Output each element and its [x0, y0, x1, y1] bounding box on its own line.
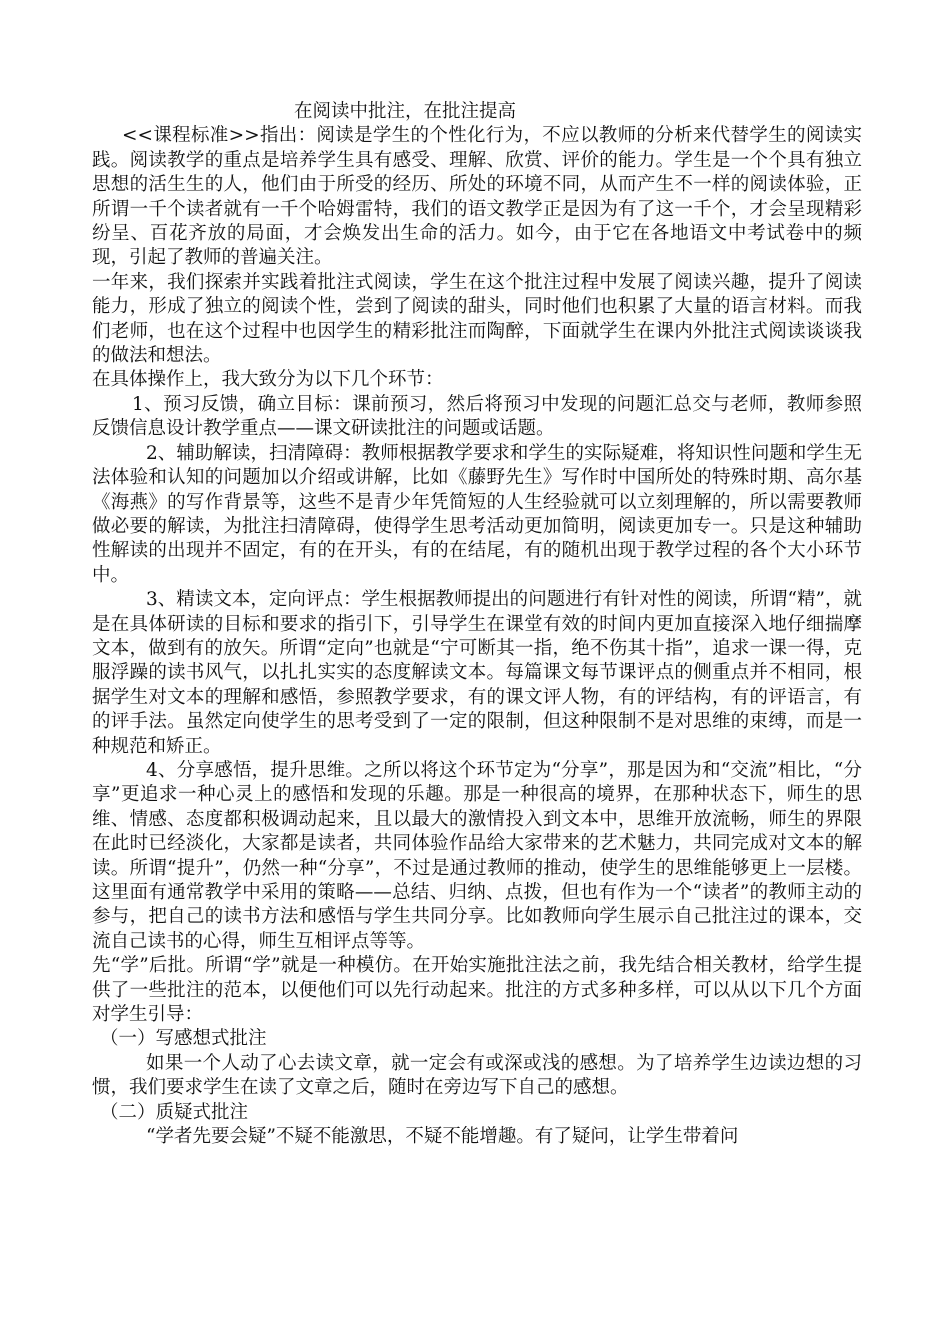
paragraph-step-1: 1、预习反馈，确立目标：课前预习，然后将预习中发现的问题汇总交与老师，教师参照反馈信息设计教学重点——课文研读批注的问题或话题。	[92, 393, 862, 440]
document-page	[92, 100, 862, 1149]
document-title: 在阅读中批注，在批注提高	[294, 101, 517, 122]
paragraph-intro: <<课程标准>>指出：阅读是学生的个性化行为，不应以教师的分析来代替学生的阅读实践。阅读教学的重点是培养学生具有感受、理解、欣赏、评价的能力。学生是一个个具有独立思想的活生生的人，他们由于所受的经历、所处的环境不同，从而产生不一样的阅读体验，正所谓一千个读者就有一千个哈姆雷特，我们的语文教学正是因为有了这一千个，才会呈现精彩纷呈、百花齐放的局面，才会焕发出生命的活力。如今，由于它在各地语文中考试卷中的频现，引起了教师的普遍关注。	[92, 125, 862, 269]
paragraph-step-3: 3、精读文本，定向评点：学生根据教师提出的问题进行有针对性的阅读，所谓“精”，就是在具体研读的目标和要求的指引下，引导学生在课堂有效的时间内更加直接深入地仔细揣摩文本，做到有的放矢。所谓“定向”也就是“宁可断其一指，绝不伤其十指”，追求一课一得，克服浮躁的读书风气，以扎扎实实的态度解读文本。每篇课文每节课评点的侧重点并不相同，根据学生对文本的理解和感悟，参照教学要求，有的课文评人物，有的评结构，有的评语言，有的评手法。虽然定向使学生的思考受到了一定的限制，但这种限制不是对思维的束缚，而是一种规范和矫正。	[92, 589, 862, 757]
paragraph-doubt: “学者先要会疑”不疑不能激思，不疑不能增趣。有了疑问，让学生带着问	[146, 1126, 739, 1148]
section-heading-feel: （一）写感想式批注	[100, 1028, 267, 1050]
section-heading-doubt: （二）质疑式批注	[100, 1101, 249, 1123]
paragraph-step-4: 4、分享感悟，提升思维。之所以将这个环节定为“分享”，那是因为和“交流”相比，“分享”更追求一种心灵上的感悟和发现的乐趣。那是一种很高的境界，在那种状态下，师生的思维、情感、态度都积极调动起来，且以最大的激情投入到文本中，思维开放流畅，师生的界限在此时已经淡化，大家都是读者，共同体验作品给大家带来的艺术魅力，共同完成对文本的解读。所谓“提升”，仍然一种“分享”，不过是通过教师的推动，使学生的思维能够更上一层楼。这里面有通常教学中采用的策略——总结、归纳、点拨，但也有作为一个“读者”的教师主动的参与，把自己的读书方法和感悟与学生共同分享。比如教师向学生展示自己批注过的课本，交流自己读书的心得，师生互相评点等等。	[92, 759, 862, 952]
paragraph-step-2: 2、辅助解读，扫清障碍：教师根据教学要求和学生的实际疑难，将知识性问题和学生无法体验和认知的问题加以介绍或讲解，比如《藤野先生》写作时中国所处的特殊时期、高尔基《海燕》的写作背景等，这些不是青少年凭简短的人生经验就可以立刻理解的，所以需要教师做必要的解读，为批注扫清障碍，使得学生思考活动更加简明，阅读更加专一。只是这种辅助性解读的出现并不固定，有的在开头，有的在结尾，有的随机出现于教学过程的各个大小环节中。	[92, 442, 862, 586]
paragraph-learn-first: 先“学”后批。所谓“学”就是一种模仿。在开始实施批注法之前，我先结合相关教材，给学生提供了一些批注的范本，以便他们可以先行动起来。批注的方式多种多样，可以从以下几个方面对学生引导：	[92, 955, 862, 1026]
paragraph-steps-intro: 在具体操作上，我大致分为以下几个环节：	[92, 369, 444, 391]
paragraph-year-practice: 一年来，我们探索并实践着批注式阅读，学生在这个批注过程中发展了阅读兴趣，提升了阅读能力，形成了独立的阅读个性，尝到了阅读的甜头，同时他们也积累了大量的语言材料。而我们老师，也在这个过程中也因学生的精彩批注而陶醉，下面就学生在课内外批注式阅读谈谈我的做法和想法。	[92, 271, 862, 367]
paragraph-feel: 如果一个人动了心去读文章，就一定会有或深或浅的感想。为了培养学生边读边想的习惯，我们要求学生在读了文章之后，随时在旁边写下自己的感想。	[92, 1052, 862, 1099]
